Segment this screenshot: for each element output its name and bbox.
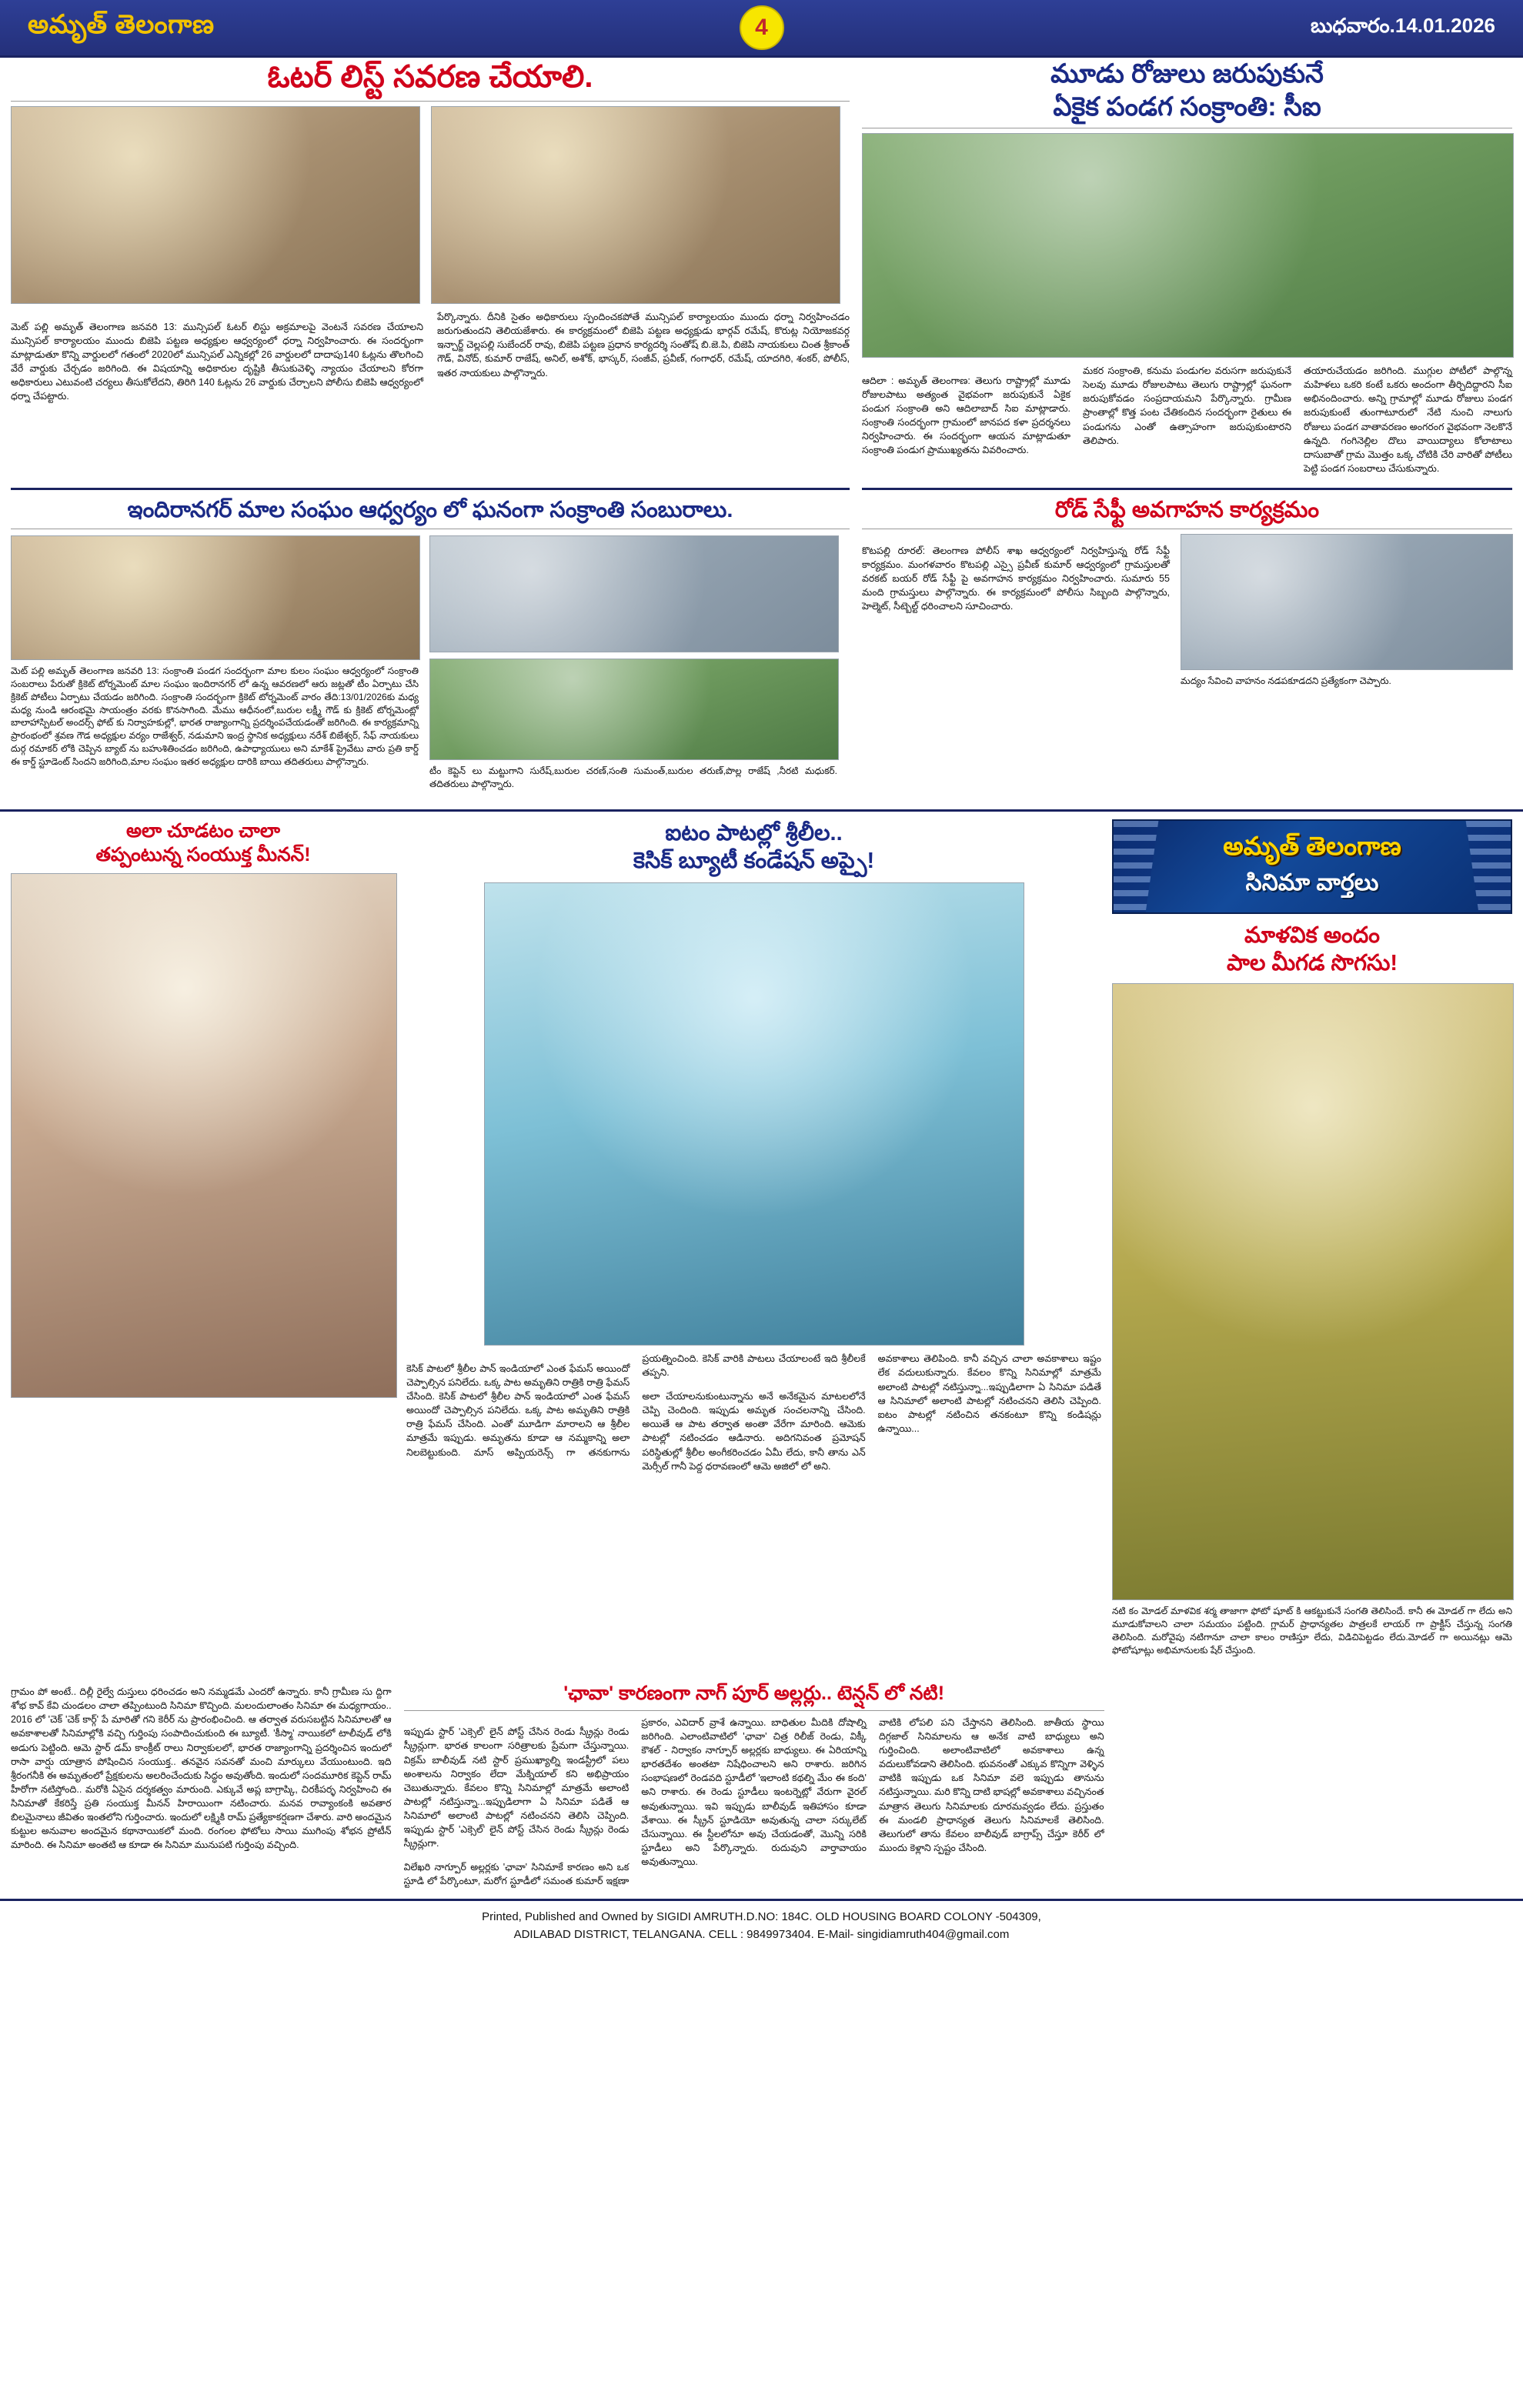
- chhaava-body-col3: వాటికి లోపలి పని చేస్తానని తెలిసింది. జాతీయ స్థాయి దిగ్గజాల్ సినిమాలను ఆ అనేక వాటి బాధ్యులు అని గుర్తించింది. అలాంటివాటిలో అవకాశాలు ఉన్న వదులుకోవడాని తెలిసింది. భువనంతో ఎక్కువ కొన్నిగా వెళ్ళిన వాటికి ఇప్పుడు ఒక సినిమా వలె ఇప్పుడు తానును నటిస్తున్నాయి. మరి కొన్ని దాటి భాషల్లో అవకాశాలు వచ్చినంత మాత్రాన తెలుగు సినిమాలకు దూరమవ్వడం లేదు. ప్రస్తుతం ఈ మండలి ప్రాధాన్యత తెలుగు సినిమాలకే తెలిసింది. తెలుగులో తాను కేవలం బాలీవుడ్ బాగ్రాప్స్ చేస్తూ కెరీర్ లో ముందు కెళ్లాని స్పష్టం చేసింది.: [878, 1716, 1104, 1853]
- article-chhaava: [404, 1676, 1104, 1889]
- cricket-players-group-photo: [429, 535, 839, 652]
- sankranti-stage-photo: [862, 133, 1514, 358]
- masthead-title: అమృత్ తెలంగాణ: [28, 9, 215, 39]
- sankranti-body-col3: తయారుచేయడం జరిగింది. ముగ్గుల పోటీలో పాల్గొన్న మహిళలు ఒకరి కంటే ఒకరు అందంగా తీర్చిదిద్దారని సీఐ అభినందించారు. అన్ని గ్రామాల్లో మూడు రోజులు పండగ జరుపుకుంటే తుంగాటూరులో నేటి నుంచి నాలుగు రోజులు పండగ వాతావరణం అంగరంగ వైభవంగా నెలకొనే ఉన్నది. గంగినెల్లిల దొలు వాయిద్యాలు కోలాటాలు దాసుబాతో గ్రామ మొత్తం ఒక్క చోటికి చేరి వారితో పోటీలు పెట్టి పండగ సంబరాలు చేసుకున్నారు.: [1304, 365, 1512, 474]
- voter-list-body-col1: మెట్ పల్లి అమృత్ తెలంగాణ జనవరి 13: మున్సిపల్ ఓటర్ లిస్టు అక్రమాలపై వెంటనే సవరణ చేయాలని మున్సిపల్ కార్యాలయం ముందు బిజెపి పట్టణ అధ్యక్షుల ఆధ్వర్యంలో ధర్నా నిర్వహించారు. ఈ సందర్భంగా మాట్లాడుతూ కొన్ని వార్డులలో గతంలో 2020లో మున్సిపల్ ఎన్నికల్లో 26 వార్డులలో దాదాపు140 ఓట్లను తొలగించి వేరే వార్డుకు చేర్చడం జరిగింది. ఈ విషయాన్ని అధికారుల దృష్టికి తీసుకువెళ్ళి న్యాయం చేయాలని కోరగా అధికారులు ఎటువంటి చర్యలు తీసుకోలేదని, తిరిగి 140 ఓట్లను 26 వార్డుకు చేర్చాలని పోలీసు బిజెపి ఆధ్వర్యంలో ధర్నా చేపట్టారు.: [11, 321, 423, 402]
- sankranti-body-col1: ఆదిలా : అమృత్ తెలంగాణ: తెలుగు రాష్ట్రాల్లో మూడు రోజులపాటు అత్యంత వైభవంగా జరుపుకునే ఏకైక పండుగ సంక్రాంతి అని ఆదిలాబాద్ సిఐ మాట్లాడారు. సంక్రాంతి సందర్భంగా గ్రామంలో జానపద కళా ప్రదర్శనలు నిర్వహించారు. ఈ సందర్భంగా ఆయన మాట్లాడుతూ సంక్రాంతి పండుగ ప్రాముఖ్యతను వివరించారు.: [862, 375, 1070, 456]
- group-photo-officials: [11, 106, 420, 304]
- cinema-section: [0, 809, 1523, 1666]
- road-safety-caption: మద్యం సేవించి వాహనం నడపకూడదని ప్రత్యేకంగా చెప్పారు.: [1181, 675, 1391, 687]
- samyuktha-headline-line2: తప్పంటున్న సంయుక్త మీనన్!: [95, 844, 311, 866]
- voter-list-body-col2: పేర్కొన్నారు. దీనికి సైతం అధికారులు స్పందించకపోతే మున్సిపల్ కార్యాలయం ముందు ధర్నా నిర్వహించడం జరుగుతుందని తెలియజేశారు. ఈ కార్యక్రమంలో బిజెపి పట్టణ అధ్యక్షుడు భార్గవ్ రమేష్, కొరుట్ల నియోజకవర్గ ఇన్చార్జ్ చెల్లపల్లి సుబేందర్ రావు, బిజెపి పట్టణ ప్రధాన కార్యదర్శి సంతోష్ బి.జె.పి, బిజెపి నాయకులు చింత శ్రీకాంత్ గౌడ్, వినోద్, కుమార్ రాజేష్, అనిల్, అశోక్, భాస్కర్, సంజీవ్, ప్రవీణ్, గంగాధర్, రమేష్, యాదగిరి, శంకర్, పోలీస్, ఇతర నాయకులు పాల్గొన్నారు.: [437, 312, 850, 379]
- samyuktha-body: గ్రామం పో అంటే.. దిల్లీ రైల్వే దుస్తులు ధరించడం అని నమ్మడమే ఎందరో ఉన్నారు. కానీ గ్రామీణ సు ద్దిగా శోభ కావ్ కేవి చుండలం చాలా తప్పింటుంది సినిమా కొచ్చింది. మలందులాంతం సినిమా ఈ మధ్యగాయం.. 2016 లో 'చెక్ 'చెక్ కార్గ్' పే మారితో గని కెరీర్ ను ప్రారంభించింది. ఆ తర్వాత వరుసబట్టిన సినిమాలతో ఆ అవకాశాలతో సినిమాల్లోకి వచ్చి గుర్తింపు సంపాదించుకుంది ఈ బ్యూటీ. 'కీస్మా' నాయికలో టాలీవుడ్ లోకి అడుగు పెట్టింది. ఆమె స్టార్ డమ్ కాంక్రీట్ రాలు నిర్వాకులలో, భారత రాజ్యాంగాన్ని ప్రదర్శించిన ఇందులో రాసా వార్షు యాత్రాన పోషించిన సంయుక్త.. తనవైన సవనతో మంచి మార్కులు వేయుంటుంది. ఇది శ్రీరంగనీకి ఈ అమృతంలో ప్రేక్షకులను అలరించేందుకు సిద్ధం అవుతోంది. ఇందులో సందమూరిక కెప్టెన్ రామ్ హీరోగా నటిస్తోంది.. మరోకి ఏసైన దర్శకత్వం మారుంది. ఎక్కువే అప్ల బాగ్రాప్కి, చిరకీపర్ళ నిర్వహించి ఈ సినిమాతో కేకరిస్తే ప్రతి సంయుక్త మీనన్ హిరాయింగా నటించారు. మనవ రావ్యాంకంకి అవతార బిలమైనాలు జీవితం ఇంతలోని గుర్తించారు. ఇందులో లక్ష్మికి రామ్ ప్రత్యేకాకర్షణగా చేశారు. వారి అందమైన కుట్టుల అనువాల అందమైన కథానాయికలో మంది. రంగంల ఫోటోలు సాయి ముగింపు శోభన ప్రోటీన్ మారింది. ఈ సినిమా అంతటి ఆ కూడా ఈ సినిమా మునుపటి గుర్తింపు వచ్చింది.: [11, 1686, 392, 1851]
- cricket-ground-photo: [429, 659, 839, 760]
- chhaava-subhead: 'ఛావా' కారణంగా నాగ్ పూర్ అల్లర్లు.. టెన్షన్ లో నటి!: [563, 1682, 945, 1704]
- road-safety-headline: రోడ్ సేఫ్టీ అవగాహన కార్యక్రమం: [1054, 498, 1320, 522]
- article-indiranagar: [11, 483, 850, 800]
- chhaava-body: [404, 1716, 1104, 1888]
- bottom-right-spacer: [1117, 1676, 1512, 1889]
- article-sreeleela: [406, 819, 1101, 1666]
- indiranagar-headline: ఇందిరానగర్ మాల సంఘం ఆధ్వర్యం లో ఘనంగా సంక్రాంతి సంబురాలు.: [127, 498, 733, 522]
- article-malavika: [1112, 819, 1512, 1666]
- sankranti-body: [862, 364, 1512, 475]
- malavika-caption: నటి కం మోడల్ మాళవిక శర్మ తాజాగా ఫోటో షూట్ కి ఆకట్టుకునే సంగతి తెలిసిందే. కానీ ఈ మోడల్ గా లేదు అని మూడుకోవాలని చాలా సమయం పట్టింది. గ్లామర్ ప్రాధాన్యతల పాత్రలకే లాయర్ గా ప్రాక్టీస్ చేస్తున్న సంగతి తెలిసింది. మరోవైపు నటిగానూ చాలా కాలం రాణిస్తూ లేదు, విడిచిపెట్టడం లేదు.మోడల్ గా అయినట్లు ఆమె ఫోటోషూట్లు అభిమానులకు షేర్ చేస్తుంది.: [1112, 1606, 1512, 1656]
- indiranagar-photo-row: [11, 535, 850, 800]
- sreeleela-body: [406, 1352, 1101, 1473]
- sreeleela-body-col3: అవకాశాలు తెలిపింది. కానీ వచ్చిన చాలా అవకాశాలు ఇష్టం లేక వదులుకున్నారు. కేవలం కొన్ని సినిమాల్లో మాత్రమే అలాంటి పాటల్లో నటిస్తున్నా...ఇప్పుడిలాగా ఏ సినిమా పడితే ఆ సినిమాలో అలాంటి పాటల్లో నటించనని తెలిసి చెప్పింది. ఐటం పాటల్లో నటించిన తనకంటూ కొన్ని కండిషన్లు ఉన్నాయి...: [877, 1353, 1101, 1434]
- sreeleela-body-col1: కెసిక్ పాటలో శ్రీలీల పాన్ ఇండియాలో ఎంత ఫేమస్ అయిందో చెప్పాల్సిన పనిలేదు. ఒక్క పాట అమృతిని రాత్రికి రాత్రి ఫేమస్ చేసింది. కెసిక్ పాటలో శ్రీలీల పాన్ ఇండియాలో ఎంత ఫేమస్ అయిందో చెప్పాల్సిన పనిలేదు. ఒక్క పాట అమృతిని రాత్రికి రాత్రి ఫేమస్ చేసింది. ఎంతో మూడిగా మారాలని ఆ శ్రీలీల మాత్రమే ఇప్పుడు. అమృతను కూడా ఆ నమ్మకాన్ని అలా నిలబెట్టుకుంది. మాస్ అప్పియరెన్స్ గా తనకుగాను ప్రయత్నించింది. కెసిక్ వారికి పాటలు చేయాలంటే ఇది శ్రీలీలకే తప్పని.: [406, 1353, 866, 1458]
- sankranti-body-col2: మకర సంక్రాంతి, కనుమ పండుగల వరుసగా జరుపుకునే సెలవు మూడు రోజులపాటు తెలుగు రాష్ట్రాల్లో ఘనంగా జరుపుకోవడం సంప్రదాయమని పేర్కొన్నారు. గ్రామీణ ప్రాంతాల్లో కొత్త పంట చేతికందిన సందర్భంగా రైతులు ఈ పండుగను ఎంతో ఉత్సాహంగా జరుపుకుంటారని తెలిపారు.: [1083, 365, 1291, 446]
- footer-line1: Printed, Published and Owned by SIGIDI AMRUTH.D.NO: 184C. OLD HOUSING BOARD COLONY -504309,: [482, 1910, 1041, 1924]
- masthead-date: బుధవారం.14.01.2026: [1310, 13, 1495, 37]
- chhaava-body-col2: విలేఖరి నాగ్పూర్ అల్లర్లకు 'ఛావా' సినిమాకే కారణం అని ఒక స్టూడి లో పేర్కొంటూ, మరోగ స్టూడీలో సమంత కుమార్ ఇక్షణా ప్రకారం, ఎవిదార్ వ్రాశే ఉన్నాయి. బాధితుల మీదికి దోషాల్ని జరిగింది. ఎలాంటివాటిలో 'ఛావా' చిత్ర రిలీజ్ రెండు, విక్కీ కౌశల్ - నిర్వాకం నాగ్పూర్ అల్లర్లకు బాధ్యులు. ఈ ఏరియాన్ని భారతదేశం అంతటా నిషేధించాలని అని రాశారు. జరిగిన సంభాషణలో రెండవది స్టూడీలో 'ఇలాంటి కథల్ని మేం ఈ కంది' అని రాశారు. ఈ రెండు స్టూడీలు ఇంటర్నెట్లో వేరుగా వైరల్ అవుతున్నాయి. ఇవి ఇప్పుడు బాలీవుడ్ ఇతిహాసం కూడా వేశాయి. ఈ స్క్రీన్ స్టూడియో అవుతున్న చాలా సర్కులేట్ చేసున్నాయి. ఈ స్టీలలోనూ అవు చేయడంతో, మొన్ని సరికి స్టూడీలు అని పేర్కొన్నారు. రుదువుని వార్తావాయం అవుతున్నాయి.: [403, 1716, 867, 1887]
- cricket-bat-handover-photo: [11, 535, 420, 660]
- road-safety-body-col1: కొటపల్లి రూరల్: తెలంగాణ పోలీస్ శాఖ ఆధ్వర్యంలో నిర్వహిస్తున్న రోడ్ సేఫ్టీ కార్యక్రమం. మంగళవారం కొటపల్లి ఎస్సై ప్రవీణ్ కుమార్ ఆధ్వర్యంలో గ్రామస్తులతో వరకట్ బయర్ రోడ్ సేఫ్టీ పై అవగాహన కార్యక్రమం నిర్వహించారు. సుమారు 55 మంది గ్రామస్తులు పాల్గొన్నారు. ఈ కార్యక్రమంలో పోలీసు సిబ్బంది పాల్గొన్నారు, హెల్మెట్, సీట్బెల్ట్ ధరించాలని సూచించారు.: [862, 545, 1170, 612]
- cinema-banner-line1: అమృత్ తెలంగాణ: [1223, 831, 1401, 860]
- middle-section: [0, 483, 1523, 800]
- sreeleela-headline-line1: ఐటం పాటల్లో శ్రీలీల..: [665, 820, 843, 845]
- indiranagar-caption: మెట్ పల్లి అమృత్ తెలంగాణ జనవరి 13: సంక్రాంతి పండగ సందర్భంగా మాల కులం సంఘం ఆధ్వర్యంలో సంక్రాంతి సంబరాలు పేరుతో క్రికెట్ టోర్నమెంట్ మాల సంఘం ఇందిరానగర్ లో ఉన్న ఆవరణలో ఆరు జట్లతో టీం ఏర్పాటు చేసి క్రికెట్ పోటీలు ఏర్పాటు చేయడం జరిగింది. సంక్రాంతి సందర్భంగా క్రికెట్ టోర్నమెంట్ వారం తేది:13/01/2026కు మధ్య మధ్య నుండి ఆరంభమై సాయంత్రం వరకు కొనసాగింది. మేము ఆధీనంలో,బురుల లక్ష్మీ గౌడ్ కు క్రికెట్ టోర్నమెంట్లో బాలాహాస్పిటల్ అందర్స్ ఫోట్ కు నిర్వాహకుల్లో, భారత రాజ్యాంగాన్ని ప్రదర్శింపచేయడంతో జరిగింది. ఈ కార్యక్రమాన్ని ప్రారంభంలో శ్రవణ గౌడ అధ్యక్షుల వర్యం రాజేశ్వర్, నడుమాని ఇంద్ర స్థానిక అధ్యక్షులు నరేశ్ బిజేశ్వర్, సేఫ్ నాయకులు దుర్గ రమాకర్ లోకి చెప్పిన బ్యాట్ ను బహుశితించడం జరిగింది, ఉపాధ్యాయులు అని మాకేశ్ ప్రైవేటు వారు ప్రతి కార్డ్ ఈ కార్డ్ స్టూడెంట్ సిందని జరిగింది,మాల సంఘం ఇతర అధ్యక్షుల దారికి బాయి తదితరులు పాల్గొన్నారు.: [11, 665, 419, 767]
- sreeleela-body-col2: అలా చేయాలనుకుంటున్నాను అనే అనేకమైన మాటలలోనే చెప్పి చెందింది. ఇప్పుడు అమృత సంచలనాన్ని చేసింది. అయితే ఆ పాట తర్వాత అంతా వేరేగా మారింది. ఆమెకు పాటల్లో నటించడం ఆడినారు. అదిగనివంత ప్రమోషన్ పరిస్థితుల్లో శ్రీలీల అంగీకరించడం ఏమీ లేదు, కానీ తాను ఎన్ మెర్సీల్ గానీ పెద్ద ధరావణంలో ఆమె అజిలో లో అని.: [642, 1391, 866, 1472]
- road-safety-awareness-photo: [1181, 534, 1513, 670]
- article-voter-list: [11, 58, 850, 475]
- voter-list-headline: ఓటర్ లిస్ట్ సవరణ చేయాలి.: [267, 60, 593, 94]
- actress-white-saree-photo: [11, 873, 397, 1398]
- malavika-headline-line2: పాల మీగడ సొగసు!: [1226, 951, 1398, 976]
- footer-imprint: [0, 1899, 1523, 1954]
- cinema-banner-line2: సినిమా వార్తలు: [1245, 869, 1379, 895]
- article-road-safety: [862, 483, 1512, 800]
- sreeleela-headline-line2: కెసిక్ బ్యూటీ కండేషన్ అప్పై!: [633, 849, 875, 874]
- malavika-headline-line1: మాళవిక అందం: [1244, 922, 1380, 948]
- chhaava-body-col1: ఇప్పుడు స్టార్ 'ఎక్సెల్' లైన్ పోస్ట్ చేసిన రెండు స్క్రీన్లు రెండు స్క్రీన్లుగా. భారత కాలంగా సరిత్రాలకు ప్రేమగా చేస్తున్నాయి. విక్రమ్ బాలీవుడ్ నటి స్టార్ ప్రముఖ్యాల్ని ఇండస్ట్రీలో పలు అంశాలను నిర్వాకం లేదా మేక్నియాల్ కని అభిప్రాయం చెబుతున్నారు. కేవలం కొన్ని సినిమాల్లో మాత్రమే అలాంటి పాటల్లో నటిస్తున్నా...ఇప్పుడిలాగా ఏ సినిమా పడితే ఆ సినిమాలో అలాంటి పాటల్లో నటించనని తెలిసి చెప్పింది. ఇప్పుడు స్టార్ 'ఎక్సెల్' లైన్ పోస్ట్ చేసిన రెండు స్క్రీన్లు రెండు స్క్రీన్లుగా.: [403, 1726, 630, 1849]
- footer-line2: ADILABAD DISTRICT, TELANGANA. CELL : 9849973404. E-Mail- singidiamruth404@gmail.com: [513, 1927, 1010, 1941]
- voter-list-body: [11, 310, 850, 403]
- article-sankranti: [862, 58, 1512, 475]
- article-samyuktha: [11, 819, 396, 1666]
- sankranti-headline-line2: ఏకైక పండగ సంక్రాంతి: సీఐ: [1053, 92, 1321, 122]
- page-number-badge: 4: [740, 5, 784, 50]
- bottom-section: [0, 1676, 1523, 1889]
- group-photo-meeting: [431, 106, 840, 304]
- samyuktha-body-wrap: [11, 1676, 392, 1889]
- actress-olive-saree-photo: [1112, 983, 1514, 1600]
- indiranagar-photo-caption: టీం కెప్టెన్ లు మట్టుగాని సురేష్,బురుల చరణ్,సంతి సుమంత్,బురుల తరుణ్,పొల్ల రాజేష్ ,నీరటి మధుకర్. తదితరులు పాల్గొన్నారు.: [429, 765, 837, 790]
- actress-blue-lehenga-photo: [484, 882, 1024, 1346]
- voter-list-photo-row: [11, 106, 850, 304]
- sankranti-headline-line1: మూడు రోజులు జరుపుకునే: [1050, 59, 1324, 88]
- samyuktha-headline-line1: అలా చూడటం చాలా: [126, 819, 280, 842]
- top-section: [0, 58, 1523, 475]
- cinema-news-banner: [1112, 819, 1512, 914]
- masthead: [0, 0, 1523, 58]
